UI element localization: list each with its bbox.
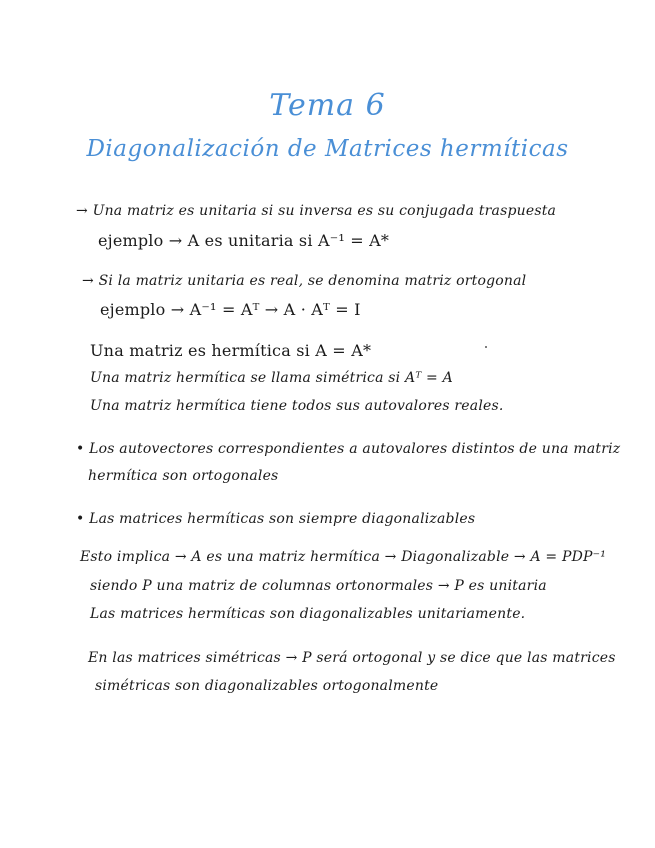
note-line-autovalores-reales: Una matriz hermítica tiene todos sus autovalores reales. (90, 398, 504, 414)
note-line-diagonalizables: • Las matrices hermíticas son siempre diagonalizables (76, 511, 476, 527)
note-line-unitaria-definition: → Una matriz es unitaria si su inversa es su conjugada traspuesta (76, 203, 557, 219)
note-line-simetrica-definition: Una matriz hermítica se llama simétrica si Aᵀ = A (90, 370, 453, 386)
page-subtitle: Diagonalización de Matrices hermíticas (86, 136, 569, 162)
note-line-ortogonalmente: simétricas son diagonalizables ortogonalmente (95, 678, 439, 694)
stray-dot (485, 346, 487, 348)
note-line-ortogonal-definition: → Si la matriz unitaria es real, se denomina matriz ortogonal (82, 273, 527, 289)
note-line-unitariamente: Las matrices hermíticas son diagonalizables unitariamente. (90, 606, 526, 622)
note-line-simetricas: En las matrices simétricas → P será ortogonal y se dice que las matrices (88, 650, 616, 666)
note-line-hermitica-definition: Una matriz es hermítica si A = A* (90, 341, 372, 360)
note-line-ortogonal-example: ejemplo → A⁻¹ = Aᵀ → A · Aᵀ = I (100, 300, 361, 319)
note-line-unitaria-example: ejemplo → A es unitaria si A⁻¹ = A* (98, 231, 390, 250)
note-line-implica: Esto implica → A es una matriz hermítica → Diagonalizable → A = PDP⁻¹ (80, 549, 607, 565)
note-line-columnas-ortonormales: siendo P una matriz de columnas ortonormales → P es unitaria (90, 578, 547, 594)
page-title: Tema 6 (269, 88, 386, 123)
note-line-autovectores: • Los autovectores correspondientes a autovalores distintos de una matriz (76, 441, 621, 457)
note-line-autovectores-cont: hermítica son ortogonales (88, 468, 279, 484)
